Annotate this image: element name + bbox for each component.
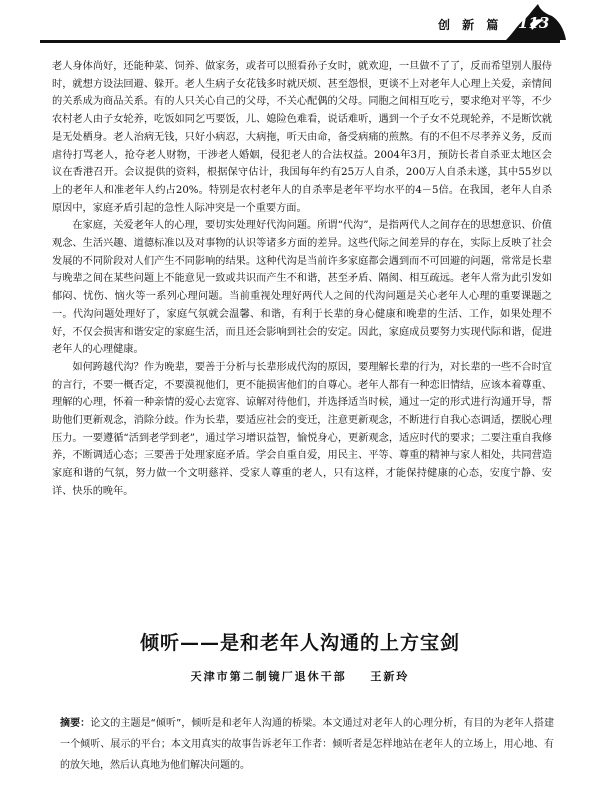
article-title: 倾听——是和老年人沟通的上方宝剑 (139, 632, 460, 654)
article-body (52, 58, 552, 501)
page-number: 113 (518, 14, 550, 32)
author-name: 王新玲 (370, 670, 410, 683)
abstract (60, 713, 554, 776)
page-header (0, 0, 600, 44)
header-rule (40, 40, 560, 43)
body-paragraph: 如何跨越代沟？作为晚辈，要善于分析与长辈形成代沟的原因，要理解长辈的行为，对长辈的一些不合时宜的言行，不要一概否定，不要漠视他们，更不能损害他们的自尊心。老年人都有一种恋旧情结，应该本着尊重、理解的心理，怀着一种亲情的爱心去宽容、谅解对待他们，并选择适当时候，通过一定的形式进行沟通开导，帮助他们更新观念，消除分歧。作为长辈，要适应社会的变迁，注意更新观念，不断进行自我心态调适，摆脱心理压力。一要遵循“活到老学到老”，通过学习增识益智，愉悦身心，更新观念，适应时代的要求；二要注重自我修养，不断调适心态；三要善于处理家庭矛盾。学会自重自爱，用民主、平等、尊重的精神与家人相处，共同营造家庭和谐的气氛，努力做一个文明慈祥、受家人尊重的老人，只有这样，才能保持健康的心态，安度宁静、安详、快乐的晚年。 (52, 361, 552, 497)
byline (0, 668, 600, 684)
body-paragraph: 在家庭，关爱老年人的心理，要切实处理好代沟问题。所谓“代沟”，是指两代人之间存在的思想意识、价值观念、生活兴趣、道德标准以及对事物的认识等诸多方面的差异。这些代际之间差异的存在，实际上反映了社会发展的不同阶段对人们产生不同影响的结果。这种代沟是当前许多家庭都会遇到而不可回避的问题，常常是长辈与晚辈之间在某些问题上不能意见一致或共识而产生不和谐，甚至矛盾、隔阂、相互疏远。老年人常为此引发如郁闷、忧伤、恼火等一系列心理问题。当前重视处理好两代人之间的代沟问题是关心老年人心理的重要课题之一。代沟问题处理好了，家庭气氛就会温馨、和谐，有利于长辈的身心健康和晚辈的生活、工作，如果处理不好，不仅会损害和谐安定的家庭生活，而且还会影响到社会的安定。因此，家庭成员要努力实现代际和谐，促进老年人的心理健康。 (52, 220, 552, 356)
author-affiliation: 天津市第二制镜厂退休干部 (190, 670, 347, 683)
body-paragraph: 老人身体尚好，还能种菜、饲养、做家务，或者可以照看孙子女时，就欢迎，一旦做不了了，反而希望别人服侍时，就想方设法回避、躲开。老人生病子女花钱多时就厌烦、甚至怨恨，更谈不上对老年人心理上关爱，亲情间的关系成为商品关系。有的人只关心自己的父母，不关心配偶的父母。同胞之间相互吃亏，要求绝对平等，不少农村老人由子女轮养，吃饭如同乞丐要饭，儿、媳险色难看，说话难听，遇到一个子女不兑现轮养，不是断饮就是无处栖身。老人治病无钱，只好小病忍，大病拖，听天由命，备受病痛的煎熬。有的不但不尽孝养义务，反而虐待打骂老人，抢夺老人财物，干涉老人婚姻，侵犯老人的合法权益。2004年3月，预防长者自杀亚太地区会议在香港召开。会议提供的资料，根据保守估计，我国每年约有25万人自杀，200万人自杀未遂，其中55岁以上的老年人和准老年人约占20%。特别是农村老年人的自杀率是老年平均水平的4－5倍。在我国，老年人自杀原因中，家庭矛盾引起的急性人际冲突是一个重要方面。 (52, 61, 552, 214)
abstract-label: 摘要： (60, 718, 91, 729)
abstract-text: 论文的主题是“倾听”，倾听是和老年人沟通的桥梁。本文通过对老年人的心理分析，有目的为老年人搭建一个倾听、展示的平台；本文用真实的故事告诉老年工作者：倾听者是怎样地站在老年人的立场上，用心地、有的放矢地，然后认真地为他们解决问题的。 (60, 718, 554, 771)
section-label: 创 新 篇 (438, 18, 503, 32)
